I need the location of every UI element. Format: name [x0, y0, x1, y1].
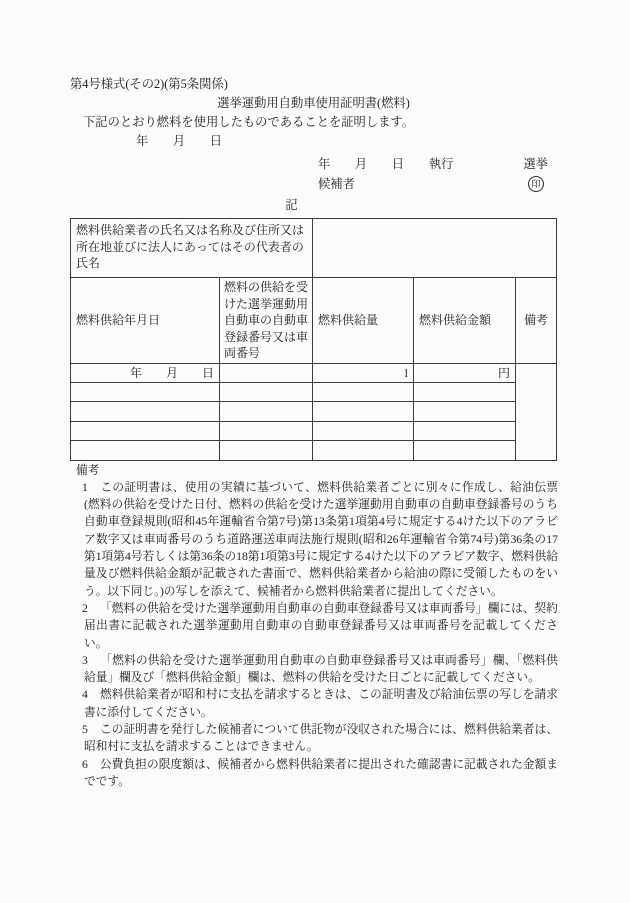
- amount-cell[interactable]: 円: [414, 363, 516, 383]
- page-title: 選挙運動用自動車使用証明書(燃料): [217, 96, 410, 110]
- table-row: [71, 441, 557, 460]
- quantity-cell[interactable]: [313, 441, 414, 460]
- fuel-supply-table: [70, 218, 557, 461]
- note-text: この証明書を発行した候補者について供託物が没収された場合には、燃料供給業者は、昭和村に支払を請求することはできません。: [84, 723, 558, 754]
- supply-date-cell[interactable]: [71, 421, 220, 440]
- candidate-label: 候補者: [318, 177, 355, 191]
- seal-character: 印: [531, 178, 541, 189]
- note-item-4: [70, 686, 558, 721]
- col-header-amount: 燃料供給金額: [414, 278, 516, 364]
- candidate-line: [318, 174, 548, 194]
- supplier-row: [71, 219, 557, 278]
- note-number: 4: [82, 688, 88, 702]
- vehicle-number-cell[interactable]: [220, 441, 313, 460]
- note-item-1: [70, 479, 558, 600]
- quantity-cell[interactable]: [313, 383, 414, 402]
- note-text: 「燃料の供給を受けた選挙運動用自動車の自動車登録番号又は車両番号」欄には、契約届出書に記載された選挙運動用自動車の自動車登録番号又は車両番号を記載してください。: [84, 601, 558, 650]
- election-line: [318, 154, 548, 174]
- amount-cell[interactable]: [414, 441, 516, 460]
- supply-date-cell[interactable]: [71, 441, 220, 460]
- quantity-cell[interactable]: [313, 421, 414, 440]
- form-number: 第4号様式(その2)(第5条関係): [70, 77, 228, 91]
- executed-label: 執行: [428, 157, 454, 171]
- issue-date-placeholder[interactable]: 年 月 日: [136, 134, 223, 148]
- notes-heading: 備考: [76, 463, 100, 477]
- notes-section: [70, 462, 558, 791]
- election-date-placeholder[interactable]: [318, 154, 453, 174]
- note-text: 公費負担の限度額は、候補者から燃料供給業者に提出された確認書に記載された金額までです。: [84, 757, 558, 788]
- note-number: 1: [82, 480, 88, 494]
- amount-cell[interactable]: [414, 421, 516, 440]
- table-row: [71, 363, 557, 383]
- note-text: この証明書は、使用の実績に基づいて、燃料供給業者ごとに別々に作成し、給油伝票(燃料の供給を受けた日付、燃料の供給を受けた選挙運動用自動車の自動車登録番号のうち自動車登録規則(昭和45年運輸省令第7号)第13条第1項第4号に規定する4けた以下のアラビア数字又は車両番号のうち道路運送車両法施行規則(昭和26年運輸省令第74号)第36条の17第1項第4号若しくは第36条の18第1項第3号に規定する4けた以下のアラビア数字、燃料供給量及び燃料供給金額が記載された書面で、燃料供給業者から給油の際に受領したものをいう。以下同じ。)の写しを添えて、候補者から燃料供給業者に提出してください。: [84, 480, 558, 598]
- col-header-remarks: 備考: [516, 278, 557, 364]
- vehicle-number-cell[interactable]: [220, 383, 313, 402]
- note-number: 6: [82, 757, 88, 771]
- election-candidate-block: [318, 154, 548, 194]
- quantity-cell[interactable]: [313, 402, 414, 421]
- supplier-name-label: 燃料供給業者の氏名又は名称及び住所又は所在地並びに法人にあってはその代表者の氏名: [71, 219, 313, 278]
- document-page: [70, 0, 557, 790]
- note-item-5: [70, 721, 558, 756]
- supply-date-cell[interactable]: [71, 402, 220, 421]
- col-header-vehicle-number: 燃料の供給を受けた選挙運動用自動車の自動車登録番号又は車両番号: [220, 278, 313, 364]
- vehicle-number-cell[interactable]: [220, 421, 313, 440]
- election-date-text: 年 月 日: [318, 157, 405, 171]
- table-row: [71, 402, 557, 421]
- note-item-3: [70, 652, 558, 687]
- note-number: 3: [82, 653, 88, 667]
- note-text: 「燃料の供給を受けた選挙運動用自動車の自動車登録番号又は車両番号」欄、「燃料供給量」欄及び「燃料供給金額」欄は、燃料の供給を受けた日ごとに記載してください。: [84, 653, 558, 685]
- election-suffix-label: 選挙: [523, 157, 548, 171]
- col-header-quantity: 燃料供給量: [313, 278, 414, 364]
- declaration-text: 下記のとおり燃料を使用したものであることを証明します。: [83, 115, 415, 129]
- vehicle-number-cell[interactable]: [220, 363, 313, 383]
- supplier-name-field[interactable]: [313, 219, 557, 278]
- seal-mark-icon: [528, 176, 544, 192]
- amount-cell[interactable]: [414, 383, 516, 402]
- note-item-2: [70, 600, 558, 652]
- quantity-cell[interactable]: l: [313, 363, 414, 383]
- amount-cell[interactable]: [414, 402, 516, 421]
- table-header-row: [71, 278, 557, 364]
- vehicle-number-cell[interactable]: [220, 402, 313, 421]
- note-number: 5: [82, 723, 88, 737]
- supply-date-cell[interactable]: 年 月 日: [71, 363, 220, 383]
- note-number: 2: [82, 601, 88, 615]
- col-header-supply-date: 燃料供給年月日: [71, 278, 220, 364]
- table-row: [71, 383, 557, 402]
- note-text: 燃料供給業者が昭和村に支払を請求するときは、この証明書及び給油伝票の写しを請求書に添付してください。: [84, 688, 558, 719]
- table-row: [71, 421, 557, 440]
- record-marker: 記: [285, 198, 298, 212]
- supply-date-cell[interactable]: [71, 383, 220, 402]
- note-item-6: [70, 756, 558, 791]
- remarks-cell[interactable]: [516, 363, 557, 460]
